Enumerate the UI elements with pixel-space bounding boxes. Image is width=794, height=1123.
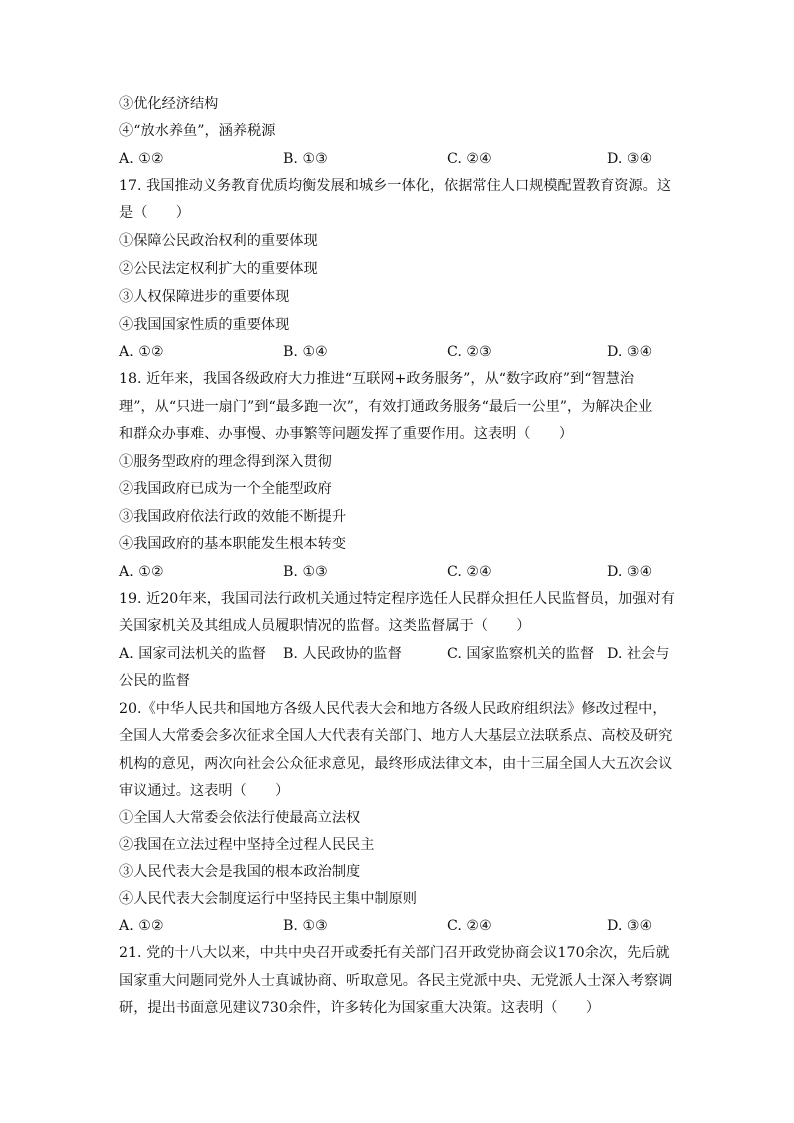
statement-3: ③优化经济结构 [119, 96, 219, 112]
q20-statement-3: ③人民代表大会是我国的根本政治制度 [119, 864, 361, 880]
option-d: D. ③④ [607, 918, 653, 934]
option-b: B. ①③ [283, 918, 328, 934]
q20-stem-line-1: 20.《中华人民共和国地方各级人民代表大会和地方各级人民政府组织法》修改过程中， [119, 701, 667, 717]
q17-statement-1: ①保障公民政治权利的重要体现 [119, 233, 318, 249]
q18-statement-4: ④我国政府的基本职能发生根本转变 [119, 536, 347, 552]
option-a: A. ①② [119, 918, 164, 934]
option-a: A. ①② [119, 344, 164, 360]
option-b: B. ①③ [283, 564, 328, 580]
q18-statement-2: ②我国政府已成为一个全能型政府 [119, 481, 332, 497]
q18-stem-line-3: 和群众办事难、办事慢、办事繁等问题发挥了重要作用。这表明（ ） [119, 426, 574, 442]
q21-stem-line-3: 研，提出书面意见建议730余件，许多转化为国家重大决策。这表明（ ） [119, 1000, 601, 1016]
option-b: B. 人民政协的监督 [283, 646, 402, 662]
q19-answer-options [119, 644, 679, 664]
q18-stem-line-1: 18. 近年来，我国各级政府大力推进“互联网+政务服务”，从“数字政府”到“智慧治 [119, 371, 635, 387]
q20-statement-1: ①全国人大常委会依法行使最高立法权 [119, 810, 361, 826]
option-d: D. ③④ [607, 151, 653, 167]
option-c: C. ②④ [447, 918, 492, 934]
q17-stem-line-2: 是（ ） [119, 205, 190, 221]
option-d: D. ③④ [607, 344, 653, 360]
q19-stem-line-1: 19. 近20年来，我国司法行政机关通过特定程序选任人民群众担任人民监督员，加强对有 [119, 591, 675, 607]
q19-option-d-continued: 公民的监督 [119, 673, 190, 689]
option-d: D. ③④ [607, 564, 653, 580]
option-d: D. 社会与 [607, 646, 670, 662]
q17-stem-line-1: 17. 我国推动义务教育优质均衡发展和城乡一体化，依据常住人口规模配置教育资源。这 [119, 178, 672, 194]
option-a: A. 国家司法机关的监督 [119, 646, 266, 662]
q17-statement-2: ②公民法定权利扩大的重要体现 [119, 261, 318, 277]
q20-statement-4: ④人民代表大会制度运行中坚持民主集中制原则 [119, 891, 417, 907]
q20-answer-options [119, 916, 679, 936]
option-c: C. ②④ [447, 564, 492, 580]
option-c: C. 国家监察机关的监督 [447, 646, 595, 662]
q19-stem-line-2: 关国家机关及其组成人员履职情况的监督。这类监督属于（ ） [119, 618, 531, 634]
option-c: C. ②④ [447, 151, 492, 167]
option-b: B. ①④ [283, 344, 328, 360]
q18-answer-options [119, 562, 679, 582]
q20-stem-line-2: 全国人大常委会多次征求全国人大代表有关部门、地方人大基层立法联系点、高校及研究 [119, 728, 673, 744]
option-c: C. ②③ [447, 344, 492, 360]
q20-stem-line-4: 审议通过。这表明（ ） [119, 783, 290, 799]
q18-statement-3: ③我国政府依法行政的效能不断提升 [119, 509, 347, 525]
q20-stem-line-3: 机构的意见，两次向社会公众征求意见，最终形成法律文本，由十三届全国人大五次会议 [119, 756, 673, 772]
answer-options [119, 149, 679, 169]
option-b: B. ①③ [283, 151, 328, 167]
q20-statement-2: ②我国在立法过程中坚持全过程人民民主 [119, 837, 375, 853]
q21-stem-line-2: 国家重大问题同党外人士真诚协商、听取意见。各民主党派中央、无党派人士深入考察调 [119, 973, 673, 989]
option-a: A. ①② [119, 151, 164, 167]
option-a: A. ①② [119, 564, 164, 580]
q17-statement-4: ④我国国家性质的重要体现 [119, 317, 290, 333]
q21-stem-line-1: 21. 党的十八大以来，中共中央召开或委托有关部门召开政党协商会议170余次，先后就 [119, 945, 670, 961]
statement-4: ④“放水养鱼”，涵养税源 [119, 123, 276, 139]
q18-statement-1: ①服务型政府的理念得到深入贯彻 [119, 454, 332, 470]
q17-answer-options [119, 342, 679, 362]
q17-statement-3: ③人权保障进步的重要体现 [119, 289, 290, 305]
q18-stem-line-2: 理”，从“只进一扇门”到“最多跑一次”，有效打通政务服务“最后一公里”，为解决企业 [119, 399, 653, 415]
